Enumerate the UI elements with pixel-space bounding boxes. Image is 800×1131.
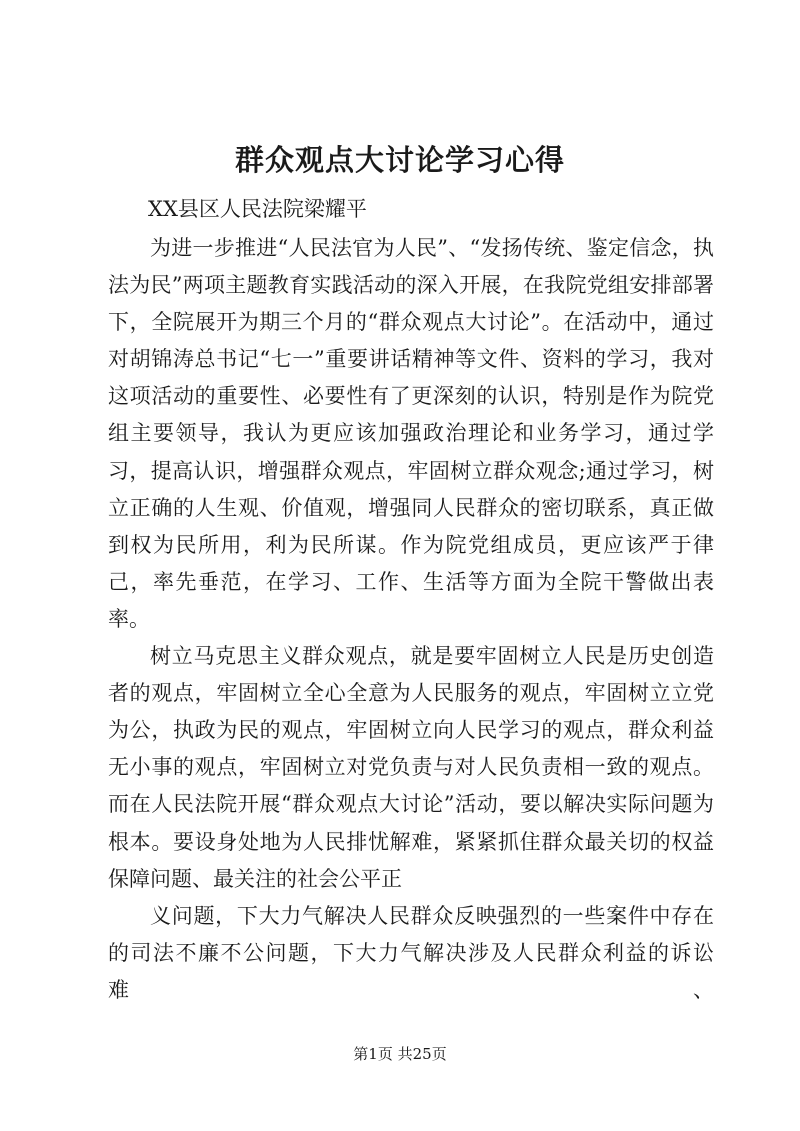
paragraph-3: 义问题，下大力气解决人民群众反映强烈的一些案件中存在的司法不廉不公问题，下大力气解决涉及人民群众利益的诉讼难、 — [108, 903, 714, 1002]
page-footer: 第1页 共25页 — [353, 1045, 447, 1063]
author-line: XX县区人民法院梁耀平 — [148, 197, 367, 221]
paragraph-2: 树立马克思主义群众观点，就是要牢固树立人民是历史创造者的观点，牢固树立全心全意为人民服务的观点，牢固树立立党为公，执政为民的观点，牢固树立向人民学习的观点，群众利益无小事的观点，牢固树立对党负责与对人民负责相一致的观点。而在人民法院开展“群众观点大讨论”活动，要以解决实际问题为根本。要设身处地为人民排忧解难，紧紧抓住群众最关切的权益保障问题、最关注的社会公平正 — [108, 644, 714, 891]
document-body — [108, 230, 714, 1009]
paragraph-1: 为进一步推进“人民法官为人民”、“发扬传统、鉴定信念，执法为民”两项主题教育实践活动的深入开展，在我院党组安排部署下，全院展开为期三个月的“群众观点大讨论”。在活动中，通过对胡锦涛总书记“七一”重要讲话精神等文件、资料的学习，我对这项活动的重要性、必要性有了更深刻的认识，特别是作为院党组主要领导，我认为更应该加强政治理论和业务学习，通过学习，提高认识，增强群众观点，牢固树立群众观念;通过学习，树立正确的人生观、价值观，增强同人民群众的密切联系，真正做到权为民所用，利为民所谋。作为院党组成员，更应该严于律己，率先垂范，在学习、工作、生活等方面为全院干警做出表率。 — [108, 236, 714, 631]
document-title: 群众观点大讨论学习心得 — [234, 143, 565, 177]
